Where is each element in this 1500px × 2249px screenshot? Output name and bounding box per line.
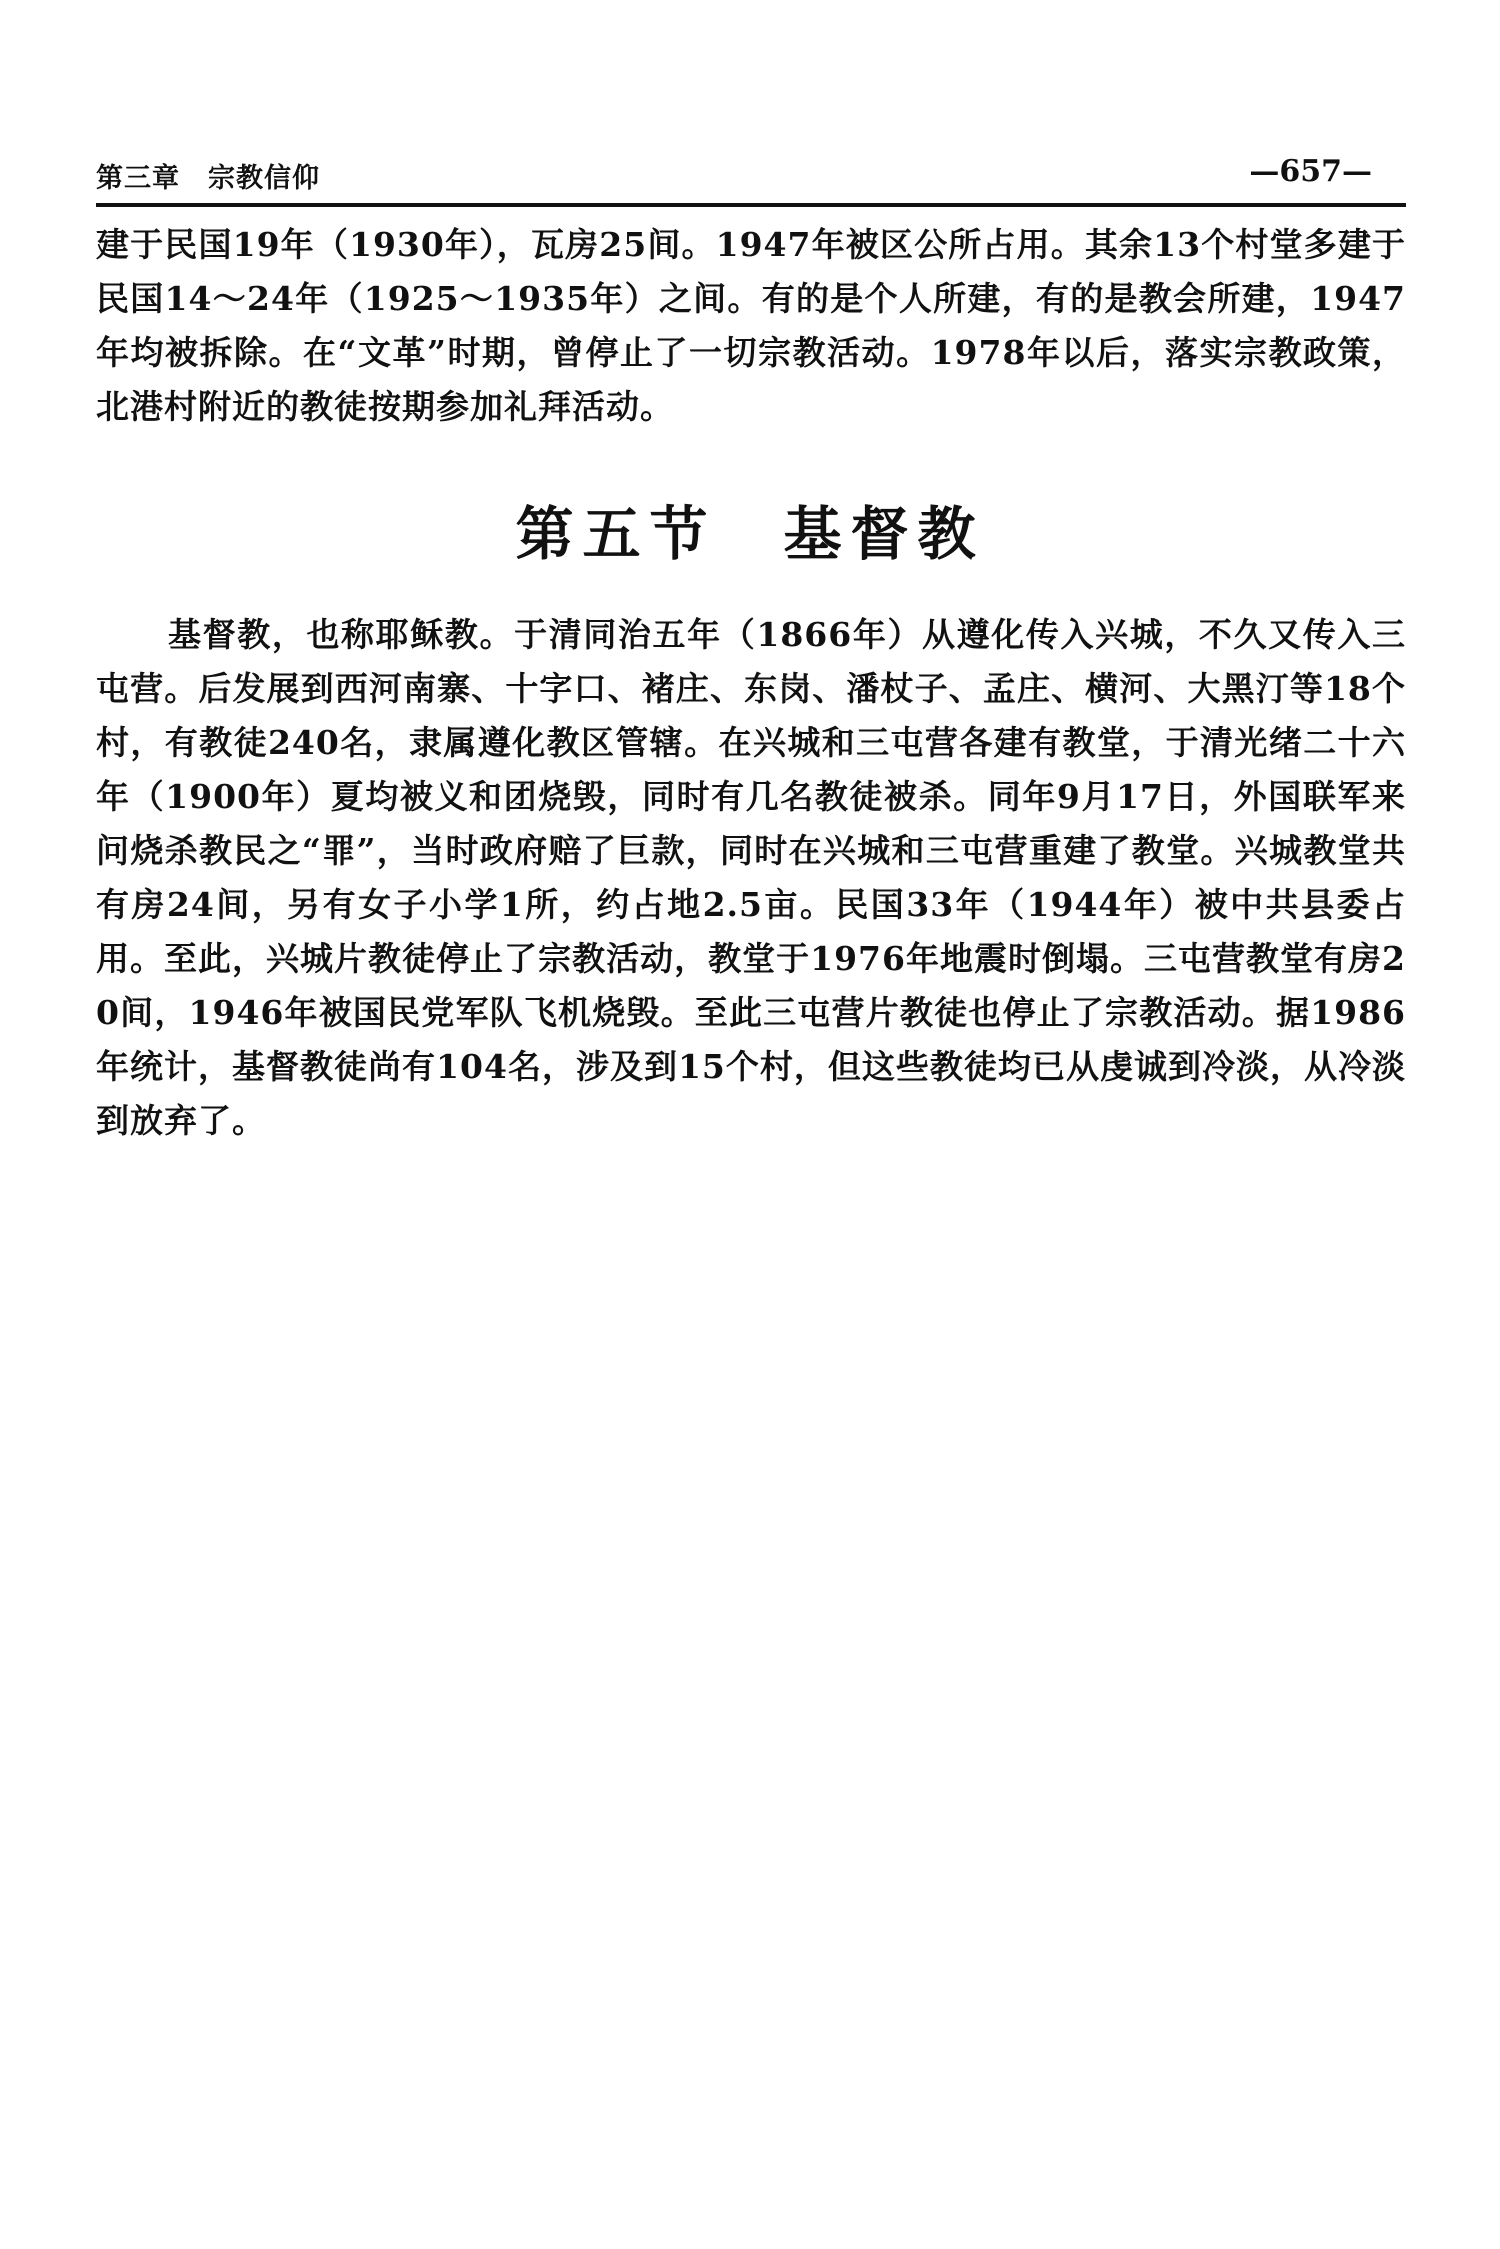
section-paragraph: 基督教，也称耶稣教。于清同治五年（1866年）从遵化传入兴城，不久又传入三屯营。后发展到西河南寨、十字口、褚庄、东岗、潘杖子、孟庄、横河、大黑汀等18个村，有教徒240名，隶属遵化教区管辖。在兴城和三屯营各建有教堂，于清光绪二十六年（1900年）夏均被义和团烧毁，同时有几名教徒被杀。同年9月17日，外国联军来问烧杀教民之“罪”，当时政府赔了巨款，同时在兴城和三屯营重建了教堂。兴城教堂共有房24间，另有女子小学1所，约占地2.5亩。民国33年（1944年）被中共县委占用。至此，兴城片教徒停止了宗教活动，教堂于1976年地震时倒塌。三屯营教堂有房20间，1946年被国民党军队飞机烧毁。至此三屯营片教徒也停止了宗教活动。据1986年统计，基督教徒尚有104名，涉及到15个村，但这些教徒均已从虔诚到冷淡，从冷淡到放弃了。 bbox=[96, 615, 1406, 1140]
running-head bbox=[96, 156, 1406, 196]
page-number: —657— bbox=[1249, 154, 1372, 189]
continued-paragraph: 建于民国19年（1930年），瓦房25间。1947年被区公所占用。其余13个村堂多建于民国14～24年（1925～1935年）之间。有的是个人所建，有的是教会所建，1947年均被拆除。在“文革”时期，曾停止了一切宗教活动。1978年以后，落实宗教政策，北港村附近的教徒按期参加礼拜活动。 bbox=[96, 225, 1406, 426]
header-rule bbox=[96, 203, 1406, 207]
section-title: 第五节 基督教 bbox=[515, 500, 985, 568]
chapter-title: 第三章 宗教信仰 bbox=[96, 163, 320, 194]
